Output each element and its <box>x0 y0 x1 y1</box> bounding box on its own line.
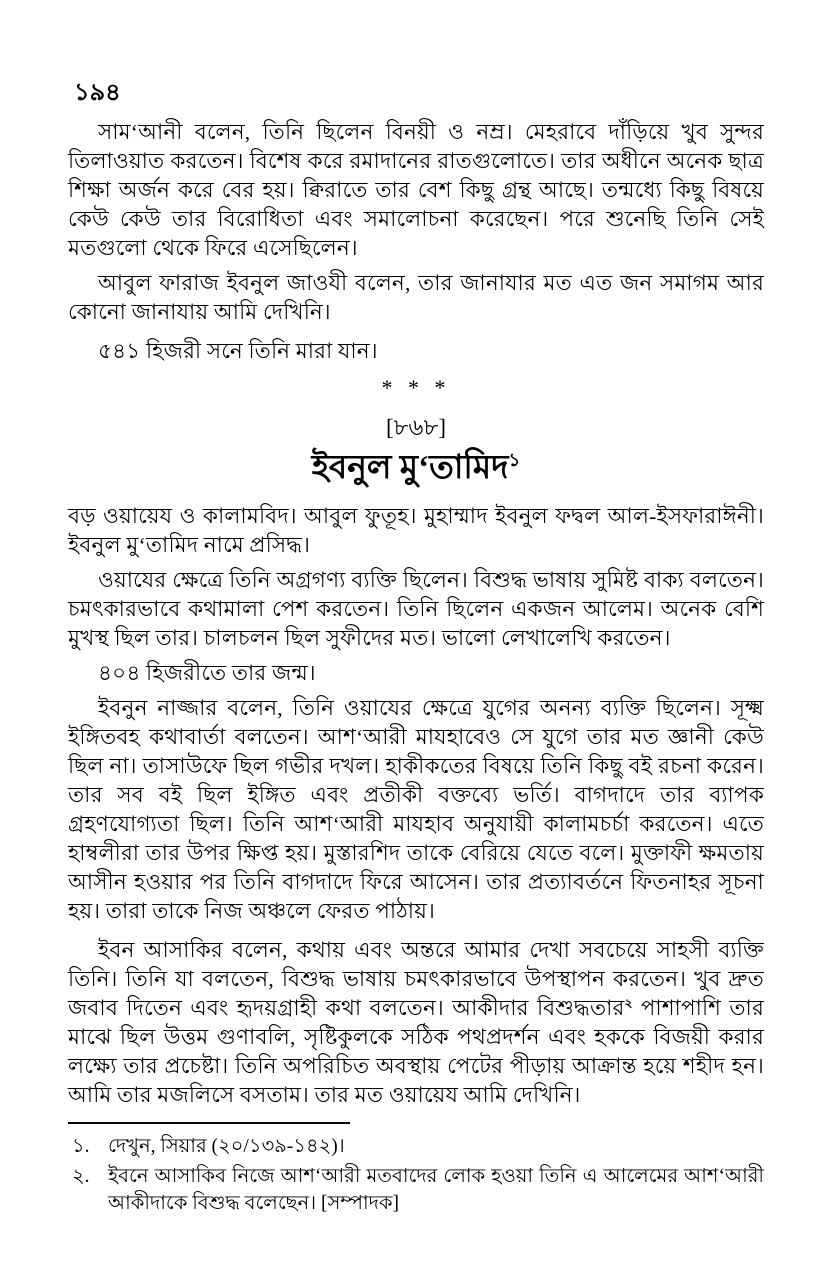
para-samani-quote: সাম‘আনী বলেন, তিনি ছিলেন বিনয়ী ও নম্র। মেহরাবে দাঁড়িয়ে খুব সুন্দর তিলাওয়াত করতেন। বিশেষ করে রমাদানের রাতগুলোতে। তার অধীনে অনেক ছাত্র শিক্ষা অর্জন করে বের হয়। ক্বিরাতে তার বেশ কিছু গ্রন্থ আছে। তন্মধ্যে কিছু বিষয়ে কেউ কেউ তার বিরোধিতা এবং সমালোচনা করেছেন। পরে শুনেছি তিনি সেই মতগুলো থেকে ফিরে এসেছিলেন। <box>68 120 764 260</box>
para-ibn-asakir-part1: ইবন আসাকির বলেন, কথায় এবং অন্তরে আমার দেখা সবচেয়ে সাহসী ব্যক্তি তিনি। তিনি যা বলতেন, বিশুদ্ধ ভাষায় চমৎকারভাবে উপস্থাপন করতেন। খুব দ্রুত জবাব দিতেন এবং হৃদয়গ্রাহী কথা বলতেন। আকীদার বিশুদ্ধতার <box>68 938 764 1020</box>
para-birth-year: ৪০৪ হিজরীতে তার জন্ম। <box>98 661 316 685</box>
footnote-ref-1: ১ <box>508 450 521 470</box>
entry-number: [৮৬৮] <box>385 415 447 440</box>
para-entry-intro: বড় ওয়ায়েয ও কালামবিদ। আবুল ফুতূহ। মুহাম্মাদ ইবনুল ফদ্বল আল-ইসফারাঈনী। ইবনুল মু‘তামিদ নামে প্রসিদ্ধ। <box>68 504 764 557</box>
entry-title <box>68 448 764 488</box>
section-divider: * * * <box>381 375 451 400</box>
footnote-1 <box>68 1133 764 1161</box>
para-ibnun-najjar-quote: ইবনুন নাজ্জার বলেন, তিনি ওয়াযের ক্ষেত্রে যুগের অনন্য ব্যক্তি ছিলেন। সূক্ষ্ম ইঙ্গিতবহ কথাবার্তা বলতেন। আশ‘আরী মাযহাবেও সে যুগে তার মত জ্ঞানী কেউ ছিল না। তাসাউফে ছিল গভীর দখল। হাকীকতের বিষয়ে তিনি কিছু বই রচনা করেন। তার সব বই ছিল ইঙ্গিত এবং প্রতীকী বক্তব্যে ভর্তি। বাগদাদে তার ব্যাপক গ্রহণযোগ্যতা ছিল। তিনি আশ‘আরী মাযহাব অনুযায়ী কালামচর্চা করতেন। এতে হাম্বলীরা তার উপর ক্ষিপ্ত হয়। মুস্তারশিদ তাকে বেরিয়ে যেতে বলে। মুক্তাফী ক্ষমতায় আসীন হওয়ার পর তিনি বাগদাদে ফিরে আসেন। তার প্রত্যাবর্তনে ফিতনাহর সূচনা হয়। তারা তাকে নিজ অঞ্চলে ফেরত পাঠায়। <box>68 696 764 923</box>
footnote-2-number: ২. <box>72 1165 90 1187</box>
footnote-divider <box>68 1122 350 1124</box>
para-entry-qualities: ওয়াযের ক্ষেত্রে তিনি অগ্রগণ্য ব্যক্তি ছিলেন। বিশুদ্ধ ভাষায় সুমিষ্ট বাক্য বলতেন। চমৎকারভাবে কথামালা পেশ করতেন। তিনি ছিলেন একজন আলেম। অনেক বেশি মুখস্থ ছিল তার। চালচলন ছিল সুফীদের মত। ভালো লেখালেখি করতেন। <box>68 568 764 650</box>
footnote-1-text: দেখুন, সিয়ার (২০/১৩৯-১৪২)। <box>108 1136 345 1157</box>
footnote-ref-2: ২ <box>624 995 633 1010</box>
para-ibn-asakir-quote <box>68 936 764 1110</box>
footnote-1-number: ১. <box>72 1136 90 1157</box>
footnote-2-text: ইবনে আসাকিব নিজে আশ‘আরী মতবাদের লোক হওয়া তিনি এ আলেমের আশ‘আরী আকীদাকে বিশুদ্ধ বলেছেন। [সম্পাদক] <box>108 1165 764 1214</box>
para-death-year: ৫৪১ হিজরী সনে তিনি মারা যান। <box>98 339 378 363</box>
page-number: ১৯৪ <box>74 80 121 106</box>
para-janazah-quote: আবুল ফারাজ ইবনুল জাওযী বলেন, তার জানাযার মত এত জন সমাগম আর কোনো জানাযায় আমি দেখিনি। <box>68 271 764 324</box>
entry-title-text: ইবনুল মু‘তামিদ <box>311 450 509 486</box>
footnote-2 <box>68 1163 764 1218</box>
para-ibn-asakir-part2: পাশাপাশি তার মাঝে ছিল উত্তম গুণাবলি, সৃষ্টিকুলকে সঠিক পথপ্রদর্শন এবং হককে বিজয়ী করার লক্ষ্যে তার প্রচেষ্টা। তিনি অপরিচিত অবস্থায় পেটের পীড়ায় আক্রান্ত হয়ে শহীদ হন। আমি তার মজলিসে বসতাম। তার মত ওয়ায়েয আমি দেখিনি। <box>68 996 765 1107</box>
